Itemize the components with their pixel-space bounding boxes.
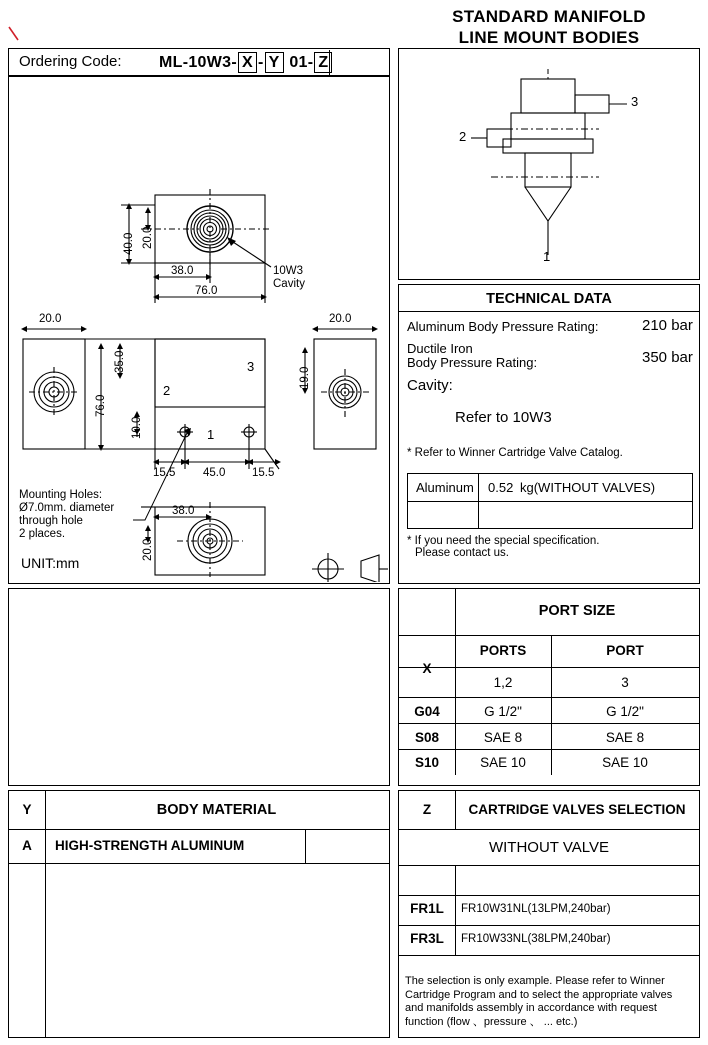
dim-45: 45.0 — [203, 467, 226, 479]
technical-data-box — [398, 284, 700, 584]
cartridge-note-line1: The selection is only example. Please refer to Winner — [405, 975, 665, 987]
dim-35: 35.0 — [114, 350, 126, 373]
port-row-0-port3: G 1/2" — [606, 704, 644, 719]
port-row-2-code: S10 — [414, 755, 440, 770]
section-label-3: 3 — [631, 94, 639, 109]
dim-38-a: 38.0 — [171, 265, 194, 277]
body-line-v1 — [45, 791, 46, 1037]
dim-10: 10.0 — [131, 416, 143, 439]
ordering-code-value — [155, 50, 333, 76]
main-drawing-box — [8, 76, 390, 584]
body-row-0-material: HIGH-STRENGTH ALUMINUM — [55, 838, 245, 853]
port-line-h4 — [399, 723, 699, 724]
cart-row-0-code: FR1L — [410, 901, 444, 916]
port-row-0-code: G04 — [414, 704, 440, 719]
cart-line-v1 — [455, 865, 456, 955]
cartridge-note — [405, 975, 697, 1029]
cart-row-1-code: FR3L — [410, 931, 444, 946]
ductile-rating-label-line2: Body Pressure Rating: — [407, 355, 538, 370]
mounting-note-line2: Ø7.0mm. diameter — [19, 502, 115, 514]
dim-76-a: 76.0 — [195, 285, 218, 297]
port-row-2-ports: SAE 10 — [480, 755, 526, 770]
port-col-ports-sub: 1,2 — [493, 675, 513, 690]
body-row-0-code: A — [22, 838, 32, 853]
unit-label: UNIT:mm — [21, 555, 80, 571]
cavity-value: Refer to 10W3 — [455, 409, 552, 426]
section-drawing-svg — [399, 49, 698, 278]
cart-line-h1 — [399, 829, 699, 830]
weight-table-row-divider — [408, 501, 692, 502]
port-size-table — [398, 588, 700, 786]
page-title-line1: STANDARD MANIFOLD — [452, 7, 646, 26]
ordering-code-label: Ordering Code: — [19, 53, 122, 70]
aluminum-rating-label: Aluminum Body Pressure Rating: — [407, 319, 599, 334]
technical-data-title: TECHNICAL DATA — [486, 291, 612, 307]
body-line-h1 — [9, 829, 389, 830]
special-spec-note-line2: Please contact us. — [415, 547, 509, 559]
section-label-2: 2 — [459, 129, 467, 144]
port-label-1: 1 — [207, 427, 215, 442]
weight-table — [407, 473, 693, 529]
dim-20-a: 20.0 — [142, 226, 154, 249]
port-col-port: PORT — [606, 643, 644, 658]
cartridge-note-line4: function (flow 、pressure 、 ... etc.) — [405, 1015, 578, 1028]
port-row-0-ports: G 1/2" — [484, 704, 522, 719]
mounting-note-line3: through hole — [19, 515, 83, 527]
section-label-1: 1 — [543, 249, 551, 264]
blank-panel — [8, 588, 390, 786]
port-row-1-code: S08 — [414, 730, 440, 745]
catalog-note: * Refer to Winner Cartridge Valve Catalog. — [407, 447, 623, 459]
cart-line-h5 — [399, 955, 699, 956]
port-col-x: X — [422, 661, 432, 676]
weight-material: Aluminum — [416, 480, 474, 495]
port-line-h3 — [399, 697, 699, 698]
ordering-code-box — [8, 48, 390, 76]
dim-76-b: 76.0 — [95, 394, 107, 417]
cavity-label: Cavity: — [407, 377, 453, 394]
cart-line-h2 — [399, 865, 699, 866]
port-row-1-port3: SAE 8 — [605, 730, 645, 745]
page-title — [398, 6, 700, 48]
body-material-table — [8, 790, 390, 1038]
ordering-y-token: Y — [265, 52, 284, 73]
section-drawing-box — [398, 48, 700, 280]
weight-unit: kg(WITHOUT VALVES) — [520, 480, 656, 495]
cart-without-valve: WITHOUT VALVE — [488, 839, 609, 856]
dim-38-b: 38.0 — [172, 505, 195, 517]
body-line-v2 — [305, 829, 306, 863]
port-line-h5 — [399, 749, 699, 750]
ordering-prefix: ML-10W3- — [159, 54, 237, 71]
cart-row-0-desc: FR10W31NL(13LPM,240bar) — [461, 903, 611, 915]
dim-20-d: 20.0 — [142, 538, 154, 561]
dim-40: 40.0 — [123, 232, 135, 255]
port-col-ports: PORTS — [479, 643, 527, 658]
body-material-title: BODY MATERIAL — [156, 802, 277, 818]
cart-col-z: Z — [422, 802, 432, 817]
ordering-x-token: X — [238, 52, 257, 73]
port-col-port-sub: 3 — [621, 675, 629, 690]
body-line-h2 — [9, 863, 389, 864]
ordering-mid: 01- — [284, 54, 314, 71]
cartridge-valves-table — [398, 790, 700, 1038]
ordering-dash1: - — [257, 54, 264, 71]
cartridge-note-line3: and manifolds assembly in accordance with request — [405, 1002, 657, 1014]
red-tick-mark — [8, 26, 18, 40]
dim-19: 19.0 — [299, 366, 311, 389]
ductile-rating-value: 350 bar — [642, 349, 693, 366]
dim-15-5-a: 15.5 — [153, 467, 176, 479]
port-row-1-ports: SAE 8 — [483, 730, 523, 745]
dim-20-b: 20.0 — [39, 313, 62, 325]
technical-divider — [399, 311, 699, 312]
port-line-h1 — [399, 635, 699, 636]
cartridge-title: CARTRIDGE VALVES SELECTION — [468, 802, 686, 817]
ordering-divider — [329, 50, 330, 75]
mounting-note-line1: Mounting Holes: — [19, 489, 103, 501]
page-title-line2: LINE MOUNT BODIES — [458, 28, 640, 47]
cavity-note-line2: Cavity — [273, 278, 305, 290]
special-spec-note-line1: * If you need the special specification. — [407, 535, 600, 547]
cart-row-1-desc: FR10W33NL(38LPM,240bar) — [461, 933, 611, 945]
port-row-2-port3: SAE 10 — [602, 755, 648, 770]
body-col-y: Y — [22, 802, 32, 817]
port-label-2: 2 — [163, 383, 171, 398]
port-label-3: 3 — [247, 359, 255, 374]
cartridge-note-line2: Cartridge Program and to select the appropriate valves — [405, 988, 673, 1001]
cart-line-h4 — [399, 925, 699, 926]
cart-line-h3 — [399, 895, 699, 896]
mounting-holes-note — [19, 489, 114, 541]
cavity-note — [273, 265, 305, 291]
port-size-title: PORT SIZE — [538, 603, 616, 619]
weight-value: 0.52 — [488, 480, 514, 495]
cavity-note-line1: 10W3 — [273, 265, 304, 277]
mounting-note-line4: 2 places. — [19, 528, 66, 540]
dim-20-c: 20.0 — [329, 313, 352, 325]
ductile-rating-label-line1: Ductile Iron — [407, 341, 473, 356]
ordering-z-token: Z — [314, 52, 332, 73]
aluminum-rating-value: 210 bar — [642, 317, 693, 334]
dim-15-5-b: 15.5 — [252, 467, 275, 479]
